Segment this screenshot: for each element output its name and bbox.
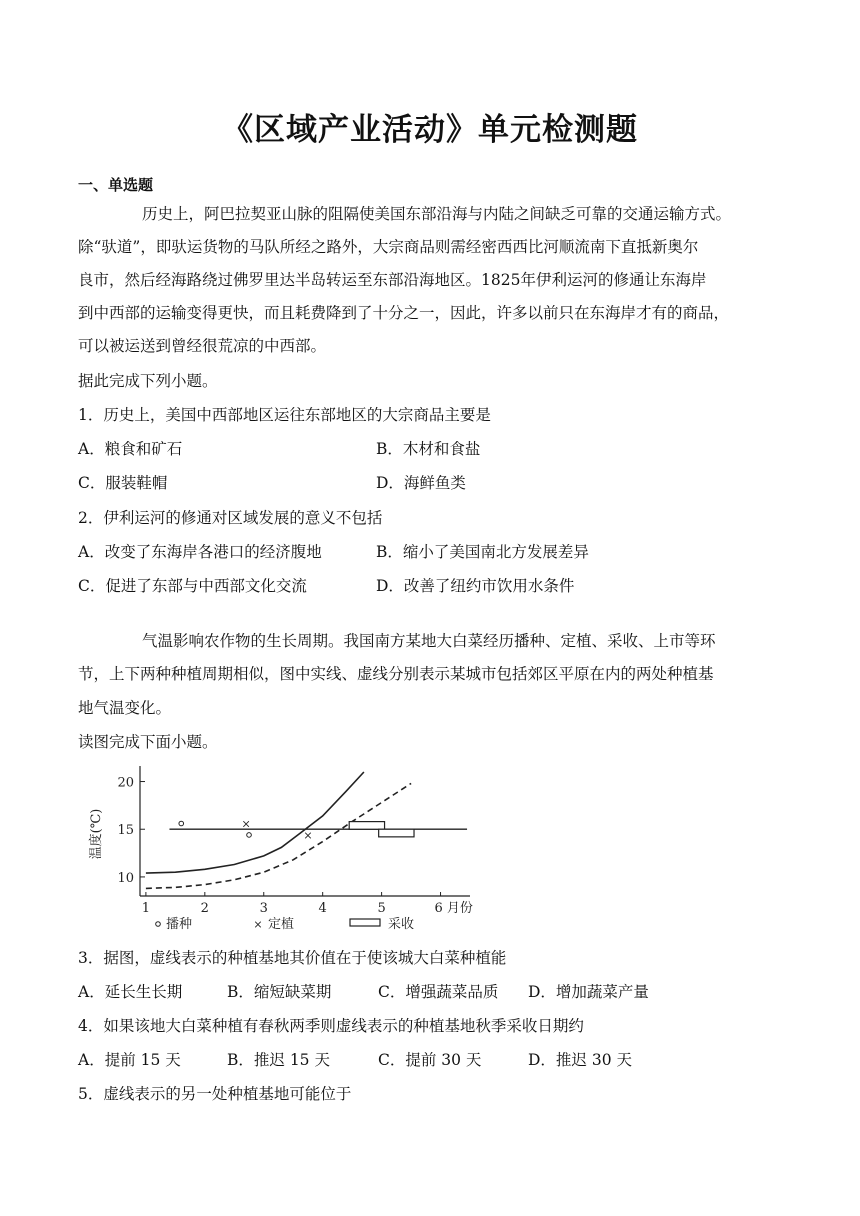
- legend-harvest-label: 采收: [388, 917, 415, 932]
- q1-option-b[interactable]: B．木材和食盐: [376, 440, 481, 458]
- q2-option-b[interactable]: B．缩小了美国南北方发展差异: [376, 543, 589, 561]
- x-tick-label: 3: [259, 901, 268, 916]
- y-tick-label: 10: [117, 870, 134, 886]
- y-axis-label: 温度(℃): [89, 808, 104, 860]
- legend-harvest-symbol: [350, 919, 380, 926]
- transplant-marker: ×: [303, 828, 313, 842]
- passage1-line: 除“驮道”，即驮运货物的马队所经之路外，大宗商品则需经密西西比河顺流南下直抵新奥尔: [78, 238, 699, 256]
- temperature-chart: [78, 760, 478, 932]
- q1-option-d[interactable]: D．海鲜鱼类: [376, 474, 466, 492]
- q4-option-d[interactable]: D．推迟 30 天: [528, 1051, 633, 1069]
- q3-option-d[interactable]: D．增加蔬菜产量: [528, 983, 649, 1001]
- passage1-prompt: 据此完成下列小题。: [78, 372, 218, 390]
- q4-option-b[interactable]: B．推迟 15 天: [227, 1051, 330, 1069]
- q2-option-c[interactable]: C．促进了东部与中西部文化交流: [78, 577, 307, 595]
- q4-option-c[interactable]: C．提前 30 天: [378, 1051, 482, 1069]
- question-5-stem: 5．虚线表示的另一处种植基地可能位于: [78, 1085, 352, 1103]
- question-4-stem: 4．如果该地大白菜种植有春秋两季则虚线表示的种植基地秋季采收日期约: [78, 1017, 584, 1035]
- q1-option-a[interactable]: A．粮食和矿石: [78, 440, 183, 458]
- y-tick-label: 20: [117, 775, 134, 791]
- y-tick-label: 15: [117, 823, 134, 839]
- legend-transplant-symbol: ×: [253, 918, 263, 931]
- transplant-marker: ×: [241, 817, 251, 831]
- q3-option-c[interactable]: C．增强蔬菜品质: [378, 983, 499, 1001]
- question-3-stem: 3．据图，虚线表示的种植基地其价值在于使该城大白菜种植能: [78, 949, 507, 967]
- question-2-stem: 2．伊利运河的修通对区域发展的意义不包括: [78, 509, 383, 527]
- dashed-temperature-line: [146, 783, 411, 888]
- q3-option-a[interactable]: A．延长生长期: [78, 983, 183, 1001]
- passage2-line: 气温影响农作物的生长周期。我国南方某地大白菜经历播种、定植、采收、上市等环: [142, 632, 716, 650]
- passage1-line: 可以被运送到曾经很荒凉的中西部。: [78, 337, 327, 355]
- sowing-marker: [179, 821, 184, 826]
- x-tick-label: 5: [377, 901, 386, 916]
- section-heading: 一、单选题: [78, 176, 154, 194]
- x-tick-label: 1: [141, 901, 151, 916]
- passage1-line: 良市，然后经海路绕过佛罗里达半岛转运至东部沿海地区。1825年伊利运河的修通让东海岸: [78, 271, 707, 289]
- legend-sow-label: 播种: [166, 917, 193, 932]
- passage2-line: 节，上下两种种植周期相似，图中实线、虚线分别表示某城市包括郊区平原在内的两处种植基: [78, 665, 714, 683]
- q2-option-a[interactable]: A．改变了东海岸各港口的经济腹地: [78, 543, 322, 561]
- q3-option-b[interactable]: B．缩短缺菜期: [227, 983, 332, 1001]
- x-tick-label: 2: [200, 901, 209, 916]
- sowing-marker: [247, 833, 252, 838]
- page-title: 《区域产业活动》单元检测题: [222, 112, 638, 148]
- harvest-bar: [379, 829, 414, 837]
- legend-transplant-label: 定植: [268, 917, 295, 932]
- q2-option-d[interactable]: D．改善了纽约市饮用水条件: [376, 577, 575, 595]
- x-axis-unit-label: 6 月份: [434, 901, 473, 916]
- question-1-stem: 1．历史上，美国中西部地区运往东部地区的大宗商品主要是: [78, 406, 491, 424]
- q1-option-c[interactable]: C．服装鞋帽: [78, 474, 168, 492]
- solid-temperature-line: [146, 772, 364, 873]
- q4-option-a[interactable]: A．提前 15 天: [78, 1051, 181, 1069]
- harvest-bar: [349, 822, 384, 830]
- passage1-line: 到中西部的运输变得更快，而且耗费降到了十分之一，因此，许多以前只在东海岸才有的商品，: [78, 304, 730, 322]
- passage1-line: 历史上，阿巴拉契亚山脉的阻隔使美国东部沿海与内陆之间缺乏可靠的交通运输方式。: [142, 205, 732, 223]
- passage2-line: 地气温变化。: [78, 699, 172, 717]
- passage2-prompt: 读图完成下面小题。: [78, 733, 218, 751]
- legend-sow-symbol: [156, 922, 161, 927]
- x-tick-label: 4: [318, 901, 327, 916]
